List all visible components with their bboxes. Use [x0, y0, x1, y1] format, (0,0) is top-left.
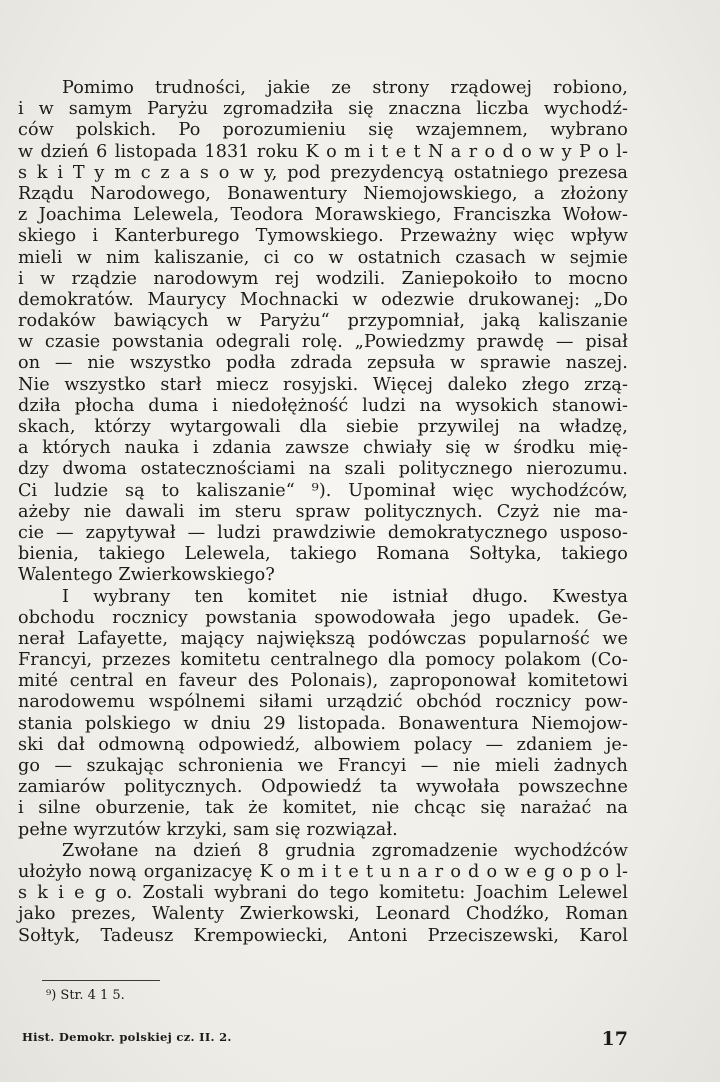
- printer-signature: Hist. Demokr. polskiej cz. II. 2.: [22, 1030, 232, 1044]
- text-line: Zwołane na dzień 8 grudnia zgromadzenie wychodźców: [62, 840, 628, 861]
- text-line: dzy dwoma ostatecznościami na szali politycznego nierozumu.: [18, 459, 628, 480]
- text-line: narodowemu wspólnemi siłami urządzić obchód rocznicy pow-: [18, 692, 628, 713]
- text-line: rodaków bawiących w Paryżu“ przypomniał, jaką kaliszanie: [18, 311, 628, 332]
- text-line: on — nie wszystko podła zdrada zepsuła w sprawie naszej.: [18, 353, 628, 374]
- text-line: i w samym Paryżu zgromadziła się znaczna liczba wychodź-: [18, 99, 628, 120]
- text-line: skiego i Kanterburego Tymowskiego. Przeważny więc wpływ: [18, 226, 628, 247]
- text-line: pełne wyrzutów krzyki, sam się rozwiązał.: [18, 819, 398, 840]
- text-line: bienia, takiego Lelewela, takiego Romana Sołtyka, takiego: [18, 544, 628, 565]
- text-line: Sołtyk, Tadeusz Krempowiecki, Antoni Przeciszewski, Karol: [18, 925, 628, 946]
- text-line: a których nauka i zdania zawsze chwiały się w środku mię-: [18, 438, 628, 459]
- text-line: nerał Lafayette, mający największą podówczas popularność we: [18, 628, 628, 649]
- text-line: Ci ludzie są to kaliszanie“ ⁹). Upominał więc wychodźców,: [18, 480, 628, 501]
- text-line: jako prezes, Walenty Zwierkowski, Leonard Chodźko, Roman: [18, 904, 628, 925]
- text-line: mieli w nim kaliszanie, ci co w ostatnich czasach w sejmie: [18, 247, 628, 268]
- text-line: ców polskich. Po porozumieniu się wzajemnem, wybrano: [18, 120, 628, 141]
- page-number: 17: [601, 1028, 628, 1050]
- text-line: cie — zapytywał — ludzi prawdziwie demokratycznego usposo-: [18, 522, 628, 543]
- text-line: obchodu rocznicy powstania spowodowała jego upadek. Ge-: [18, 607, 628, 628]
- text-line: ułożyło nową organizacyę K o m i t e t u n a r o d o w e g o p o l-: [18, 861, 628, 882]
- text-line: w czasie powstania odegrali rolę. „Powiedzmy prawdę — pisał: [18, 332, 628, 353]
- text-line: Nie wszystko starł miecz rosyjski. Więcej daleko złego zrzą-: [18, 374, 628, 395]
- text-line: stania polskiego w dniu 29 listopada. Bonawentura Niemojow-: [18, 713, 628, 734]
- text-line: s k i T y m c z a s o w y, pod prezydencyą ostatniego prezesa: [18, 162, 628, 183]
- text-line: demokratów. Maurycy Mochnacki w odezwie drukowanej: „Do: [18, 289, 628, 310]
- text-line: go — szukając schronienia we Francyi — nie mieli żadnych: [18, 756, 628, 776]
- text-line: dziła płocha duma i niedołężność ludzi na wysokich stanowi-: [18, 395, 628, 416]
- text-line: w dzień 6 listopada 1831 roku K o m i t e t N a r o d o w y P o l-: [18, 141, 628, 162]
- footnote: ⁹) Str. 4 1 5.: [46, 988, 125, 1003]
- text-line: z Joachima Lelewela, Teodora Morawskiego, Franciszka Wołow-: [18, 205, 628, 226]
- text-line: Walentego Zwierkowskiego?: [18, 565, 275, 586]
- footnote-rule: [42, 980, 160, 981]
- text-line: I wybrany ten komitet nie istniał długo. Kwestya: [62, 586, 628, 607]
- text-line: i w rządzie narodowym rej wodzili. Zaniepokoiło to mocno: [18, 268, 628, 289]
- text-line: Rządu Narodowego, Bonawentury Niemojowskiego, a złożony: [18, 183, 628, 204]
- text-line: Francyi, przezes komitetu centralnego dla pomocy polakom (Co-: [18, 650, 628, 671]
- text-line: mité central en faveur des Polonais), zaproponował komitetowi: [18, 671, 628, 692]
- text-line: i silne oburzenie, tak że komitet, nie chcąc się narażać na: [18, 798, 628, 819]
- text-line: skach, którzy wytargowali dla siebie przywilej na władzę,: [18, 417, 628, 437]
- text-line: s k i e g o. Zostali wybrani do tego komitetu: Joachim Lelewel: [18, 883, 628, 904]
- body-text: [18, 78, 628, 947]
- text-line: Pomimo trudności, jakie ze strony rządowej robiono,: [62, 78, 628, 98]
- text-line: ażeby nie dawali im steru spraw politycznych. Czyż nie ma-: [18, 501, 628, 522]
- text-line: ski dał odmowną odpowiedź, albowiem polacy — zdaniem je-: [18, 734, 628, 755]
- text-line: zamiarów politycznych. Odpowiedź ta wywołała powszechne: [18, 777, 628, 798]
